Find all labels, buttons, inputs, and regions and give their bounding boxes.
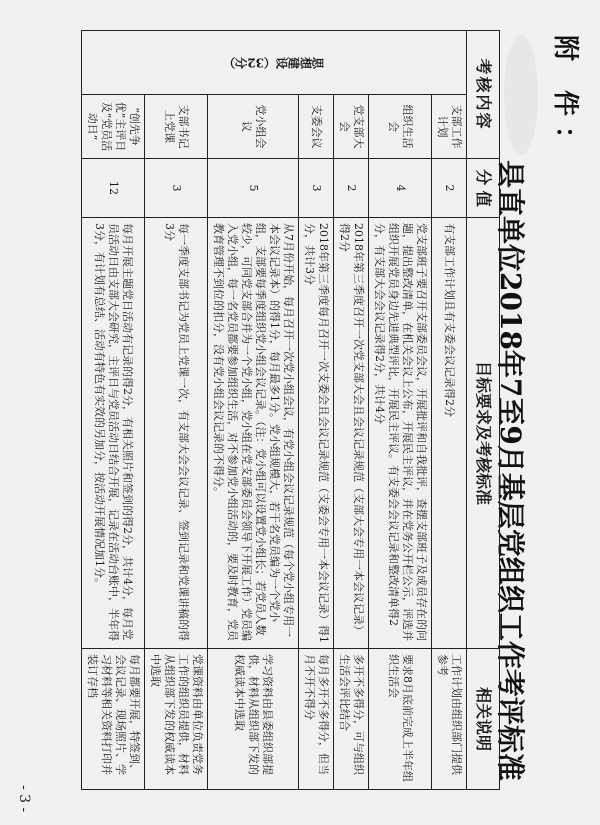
row-requirement: 2018年第三季度每月召开一次支委会且会议记录规范（支委会专用一本会议记录）得1分，共计3分 (299, 218, 334, 649)
category-cell (82, 31, 467, 95)
row-score: 2 (432, 159, 467, 218)
row-item: 支部书记上党课 (145, 95, 208, 159)
row-score: 3 (145, 159, 208, 218)
document-title: 县直单位2018年7至9月基层党组织工作考评标准 (494, 160, 527, 781)
table-row (334, 31, 369, 790)
row-score: 12 (82, 159, 145, 218)
row-item: “创先争优”主评日及“党员活动日” (82, 95, 145, 159)
row-score: 4 (369, 159, 432, 218)
table-header-row (467, 31, 500, 790)
header-score: 分 值 (467, 159, 500, 218)
table-row (145, 31, 208, 790)
row-note: 工作计划由组织部门提供参考 (432, 649, 467, 790)
category-label: 思想建设（32分） (223, 55, 325, 70)
row-note: 每月都要开展，特签到、会议记录、现场照片、学习材料等相关资料打印并装订存档 (82, 649, 145, 790)
row-item: 支委会议 (299, 95, 334, 159)
row-requirement: 每一季度支部书记为党员上党课一次，有支部大会会议记录、签到记录和党课讲稿的得3分 (145, 218, 208, 649)
attachment-label: 附 件： (550, 35, 580, 163)
row-note: 每月多开不多得分，但当月不开不得分 (299, 649, 334, 790)
row-requirement: 每月开展主题党日活动有记录的得2分，有相关照片和签到的得2分，共计4分，每月党员活动日由支部大会研究，主评日与党员活动日结合开展，记录在活动台账中，半年得3分，有计划有总结、活动有特色有实效的另加分，按活动开展情况加1分。 (82, 218, 145, 649)
row-requirement: 2018年第三季度召开一次党支部大会且会议记录规范（支部大会专用一本会议记录）得2分 (334, 218, 369, 649)
row-score: 3 (299, 159, 334, 218)
row-note: 要求8月底前完成上半年组织生活会 (369, 649, 432, 790)
row-score: 5 (208, 159, 299, 218)
table-row (208, 31, 299, 790)
table-row (369, 31, 432, 790)
page-number: - 3 - (16, 785, 32, 813)
row-note: 多开不多得分，可与组织生活会评比结合 (334, 649, 369, 790)
row-requirement: 从7月份开始，每月召开一次党小组会议，有党小组会议记录规范（每个党小组专用一本会议记录本）的得1分，每月最多1分。党小组规模大，若干名党员编为一个党小组，支部要每季度组织党小组会议记录。（注：党小组可以设置党小组长；若党员人数较少，可同党支部合并为一个党小组，党小组在党支部委员会领导下开展工作）党员编入党小组，每一名党员都要参加组织生活，对不参加党小组活动的，要及时教育，党员教育管理不到位的扣分，没有党小组会议记录的不得分。 (208, 218, 299, 649)
header-requirement: 目标要求及考核标准 (467, 218, 500, 649)
row-score: 2 (334, 159, 369, 218)
row-item: 组织生活会 (369, 95, 432, 159)
row-note: 学习资料由县委组织部提供，材料从组织部下发的权威读本中选取 (208, 649, 299, 790)
row-requirement: 有支部工作计划且有支委会议记录得2分 (432, 218, 467, 649)
row-item: 党支部大会 (334, 95, 369, 159)
row-item: 支部工作计划 (432, 95, 467, 159)
faint-stamp-mark (504, 35, 538, 155)
table-row (82, 31, 145, 790)
table-row (432, 31, 467, 790)
evaluation-table (81, 30, 500, 790)
row-item: 党小组会议 (208, 95, 299, 159)
row-requirement: 党支部班子要召开支部委员会议，开展批评和自我批评，查摆支部班子及成员存在的问题，提出整改清单，在机关会议上公布，开展民主评议，并在党务公开栏公示，评选并组织开展党员身边先进典型评比，开展民主评议。有支委会会议记录和整改清单得2分，有支部大会会议记录得2分，共计4分 (369, 218, 432, 649)
header-category: 考核内容 (467, 31, 500, 159)
row-note: 党课资料由单位负责党务工作的组织员提供，材料从组织部下发的权威读本中选取 (145, 649, 208, 790)
header-note: 相关说明 (467, 649, 500, 790)
table-row (299, 31, 334, 790)
